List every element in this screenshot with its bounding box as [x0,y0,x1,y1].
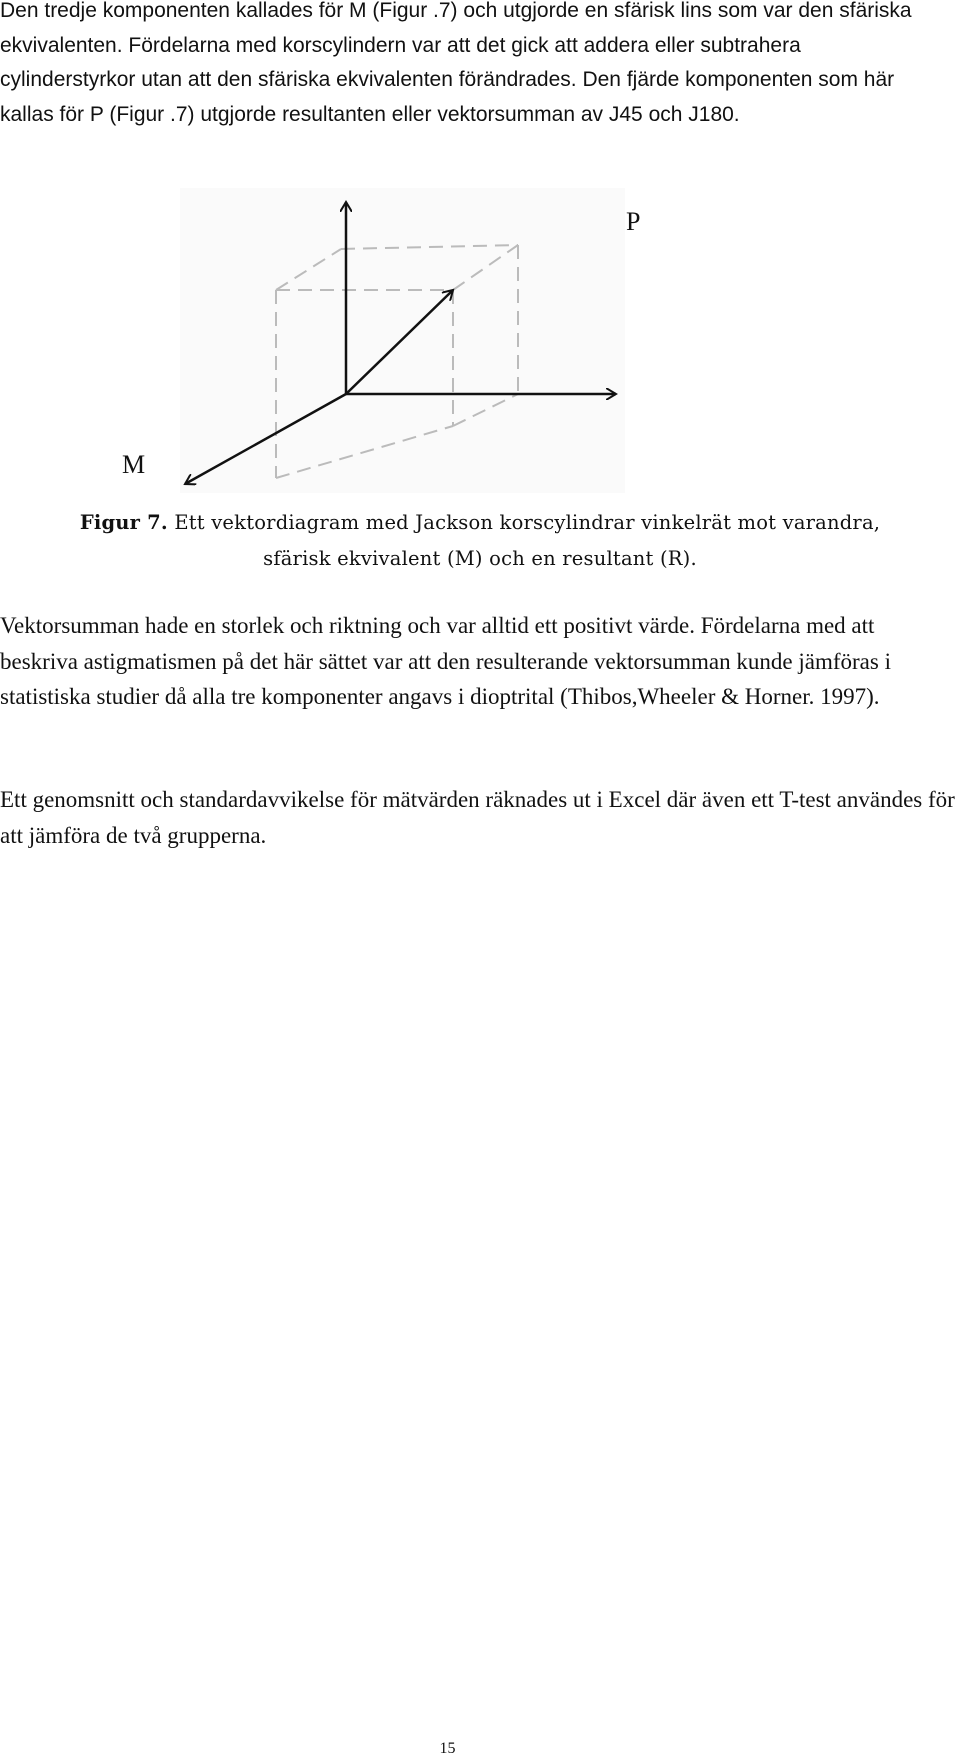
vector-diagram-svg [180,188,625,493]
page-number: 15 [439,1740,456,1757]
caption-text-1: Ett vektordiagram med Jackson korscylindrar vinkelrät mot varandra, [174,511,881,534]
box-edge [341,245,518,249]
m-axis-arrow [185,394,346,484]
caption-line-1 [0,505,960,541]
paragraph-intro: Den tredje komponenten kallades för M (Figur .7) och utgjorde en sfärisk lins som var den sfäriska ekvivalenten. Fördelarna med korscylindern var att det gick att addera eller subtrahera cylinderstyrkor utan att den sfäriska ekvivalenten förändrades. Den fjärde komponenten som här kallas för P (Figur .7) utgjorde resultanten eller vektorsumman av J45 och J180. [0,0,912,126]
resultant-vector-arrow [346,290,453,394]
label-p: P [626,207,641,236]
caption-label: Figur 7. [79,511,168,534]
box-edge [276,426,453,478]
caption-text-2: sfärisk ekvivalent (M) och en resultant (R). [263,547,697,570]
vector-diagram [180,188,625,493]
box-edge [453,245,518,290]
box-edge [276,249,341,290]
dashed-box [276,245,518,478]
label-m: M [122,450,146,479]
box-edge [453,394,518,426]
paragraph-vectorsum: Vektorsumman hade en storlek och riktning och var alltid ett positivt värde. Fördelarna med att beskriva astigmatismen på det här sättet var att den resulterande vektorsumman kunde jämföras i statistiska studier då alla tre komponenter angavs i dioptrital (Thibos,Wheeler & Horner. 1997). [0,613,891,709]
figure-caption [0,505,960,577]
paragraph-statistics: Ett genomsnitt och standardavvikelse för mätvärden räknades ut i Excel där även ett T-test användes för att jämföra de två grupperna. [0,787,955,848]
